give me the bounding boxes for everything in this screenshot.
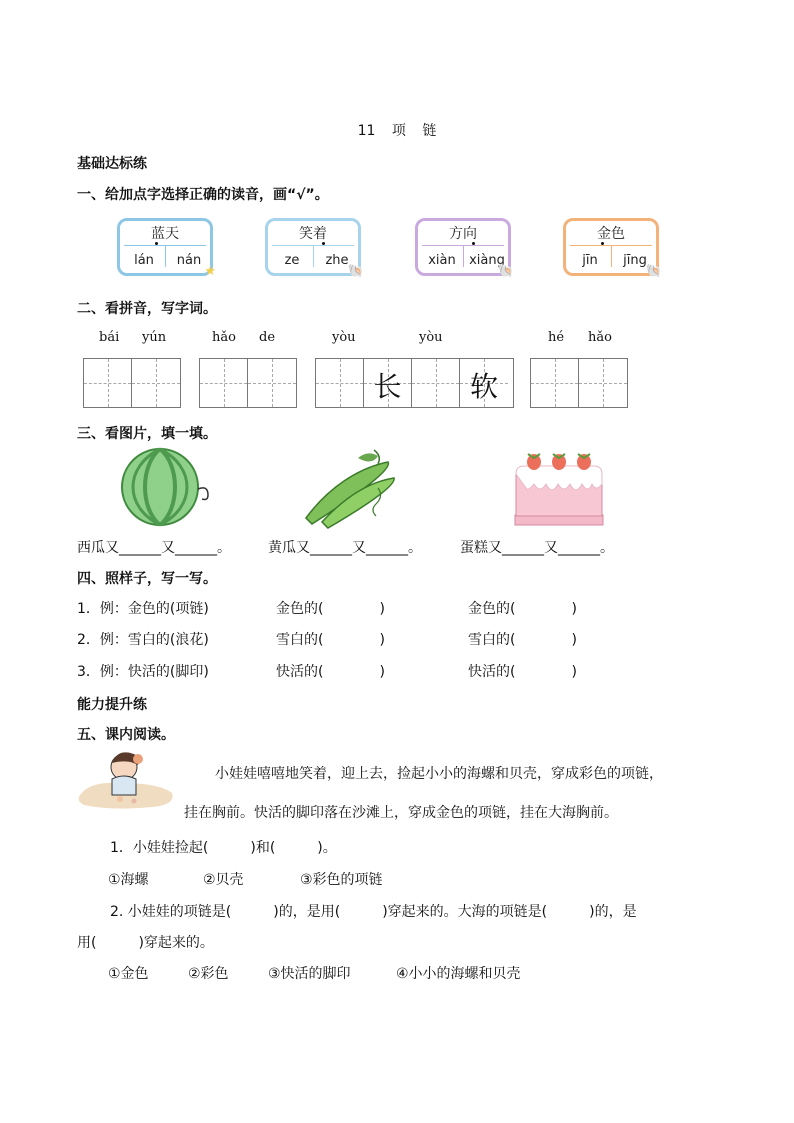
cucumber-image <box>298 448 403 530</box>
fill-in-blank[interactable]: 雪白的( ) <box>468 632 577 648</box>
pinyin-label: yún <box>142 330 167 345</box>
watermelon-image <box>110 445 220 530</box>
writing-grid <box>530 358 628 408</box>
pinyin-label: bái <box>99 330 120 345</box>
option-label: ②贝壳 <box>203 872 244 888</box>
pronunciation-card <box>117 218 216 279</box>
q1-heading: 一、给加点字选择正确的读音，画“√”。 <box>77 187 329 203</box>
writing-grid <box>315 358 514 408</box>
section-advanced: 能力提升练 <box>77 697 147 713</box>
fill-in-blank[interactable]: 金色的( ) <box>468 601 577 617</box>
writing-cell[interactable] <box>531 359 579 407</box>
fill-in-blank[interactable]: 快活的( ) <box>468 664 577 680</box>
q3-heading: 三、看图片，填一填。 <box>77 426 217 442</box>
q4-heading: 四、照样子，写一写。 <box>77 571 217 587</box>
question-text[interactable]: 用( )穿起来的。 <box>77 935 214 951</box>
pronunciation-card <box>563 218 662 279</box>
pinyin-option[interactable]: jīng <box>623 253 647 268</box>
pinyin-option[interactable]: zhe <box>325 253 349 268</box>
q2-heading: 二、看拼音，写字词。 <box>77 301 217 317</box>
pinyin-label: hǎo <box>588 330 612 345</box>
card-word: 金色 <box>597 226 625 242</box>
lesson-number: 11 <box>357 123 376 139</box>
writing-cell[interactable] <box>84 359 132 407</box>
card-word: 方向 <box>449 226 477 242</box>
page-title <box>0 120 794 140</box>
passage-line: 小娃娃嘻嘻地笑着，迎上去，捡起小小的海螺和贝壳，穿成彩色的项链， <box>215 766 663 782</box>
option-label: ①金色 <box>108 966 149 982</box>
option-label: ④小小的海螺和贝壳 <box>396 966 521 982</box>
pinyin-option[interactable]: xiàn <box>428 253 456 268</box>
fill-in-blank[interactable]: 雪白的( ) <box>276 632 385 648</box>
card-word: 笑着 <box>299 226 327 242</box>
example-text: 1．例：金色的(项链) <box>77 601 209 617</box>
fill-in-blank[interactable]: 金色的( ) <box>276 601 385 617</box>
shell-icon: 🐚 <box>497 264 514 279</box>
example-text: 3．例：快活的(脚印) <box>77 664 209 680</box>
fill-in-item[interactable]: 黄瓜又______又______。 <box>268 540 422 556</box>
shell-icon: 🐚 <box>347 264 364 279</box>
writing-cell[interactable] <box>248 359 296 407</box>
cake-image <box>512 450 607 530</box>
pinyin-option[interactable]: ze <box>284 253 300 268</box>
given-char-cell: 软 <box>460 359 508 407</box>
title-char-1: 项 <box>391 123 406 139</box>
section-basic: 基础达标练 <box>77 156 147 172</box>
writing-cell[interactable] <box>412 359 460 407</box>
option-label: ③快活的脚印 <box>268 966 351 982</box>
given-char-cell: 长 <box>364 359 412 407</box>
pinyin-label: hǎo <box>212 330 236 345</box>
q5-heading: 五、课内阅读。 <box>77 727 175 743</box>
writing-cell[interactable] <box>316 359 364 407</box>
pronunciation-card <box>415 218 514 279</box>
pinyin-label: yòu <box>419 330 443 345</box>
option-label: ③彩色的项链 <box>300 872 383 888</box>
writing-cell[interactable] <box>132 359 180 407</box>
card-word: 蓝天 <box>151 226 179 242</box>
fill-in-item[interactable]: 西瓜又______又______。 <box>77 540 231 556</box>
pinyin-option[interactable]: xiàng <box>469 253 505 268</box>
question-text[interactable]: 2. 小娃娃的项链是( )的，是用( )穿起来的。大海的项链是( )的，是 <box>110 904 637 920</box>
writing-cell[interactable] <box>579 359 627 407</box>
pinyin-label: de <box>259 330 276 345</box>
writing-grid <box>199 358 297 408</box>
snail-shell-icon: 🐚 <box>645 264 662 279</box>
fill-in-item[interactable]: 蛋糕又______又______。 <box>460 540 614 556</box>
pinyin-label: hé <box>548 330 565 345</box>
writing-cell[interactable] <box>200 359 248 407</box>
pinyin-label: yòu <box>332 330 356 345</box>
pinyin-option[interactable]: lán <box>134 253 154 268</box>
pronunciation-card <box>265 218 364 279</box>
passage-line: 挂在胸前。快活的脚印落在沙滩上，穿成金色的项链，挂在大海胸前。 <box>184 805 618 821</box>
title-char-2: 链 <box>422 123 437 139</box>
example-text: 2．例：雪白的(浪花) <box>77 632 209 648</box>
question-text[interactable]: 1．小娃娃捡起( )和( )。 <box>110 840 337 856</box>
pinyin-option[interactable]: nán <box>176 253 202 268</box>
pinyin-option[interactable]: jīn <box>582 253 598 268</box>
star-icon: ★ <box>204 264 216 279</box>
option-label: ②彩色 <box>188 966 229 982</box>
writing-grid <box>83 358 181 408</box>
fill-in-blank[interactable]: 快活的( ) <box>276 664 385 680</box>
option-label: ①海螺 <box>108 872 149 888</box>
child-on-beach-image <box>76 745 176 813</box>
